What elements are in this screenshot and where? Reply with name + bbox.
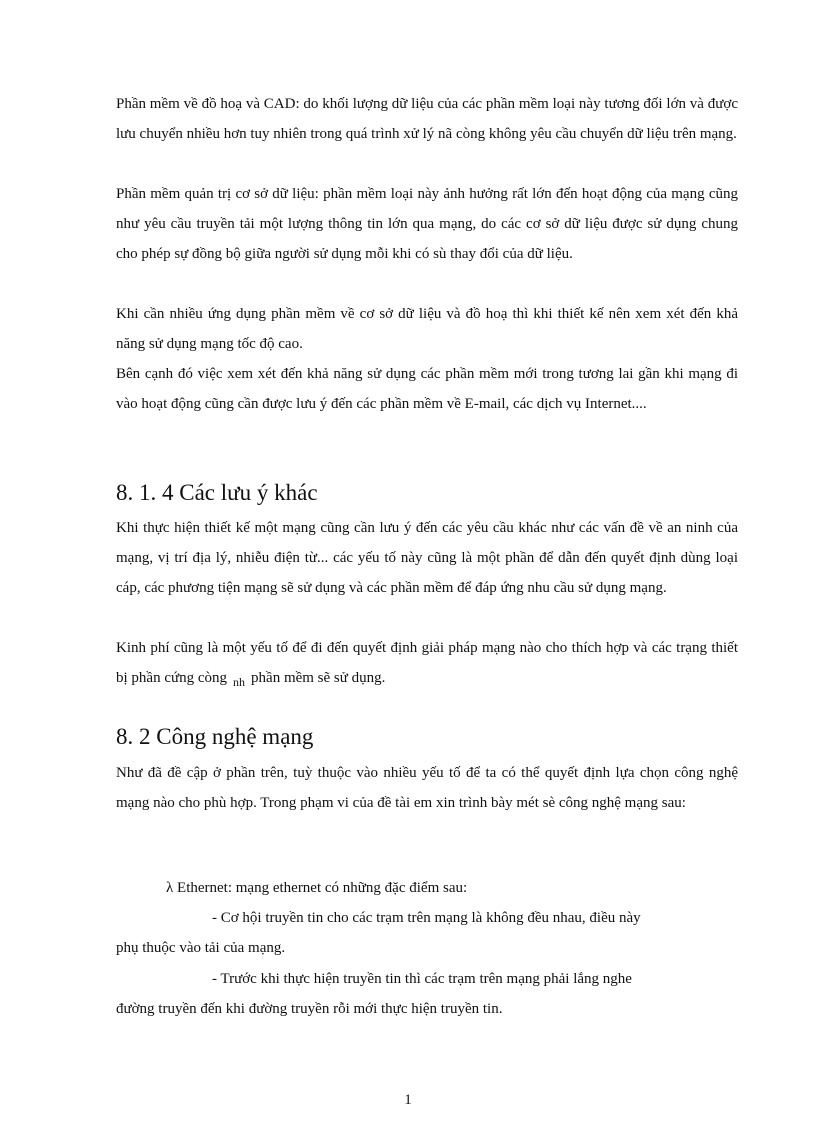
paragraph-database-software: Phần mềm quản trị cơ sở dữ liệu: phần mềm loại này ảnh hưởng rất lớn đến hoạt động của mạng cũng như yêu cầu truyền tải một lượng thông tin lớn qua mạng, do các cơ sở dữ liệu được sử dụng chung cho phép sự đồng bộ giữa người sử dụng mỗi khi có sù thay đổi của dữ liệu. <box>116 186 738 262</box>
paragraph-cad-software: Phần mềm về đồ hoạ và CAD: do khối lượng dữ liệu của các phần mềm loại này tương đối lớn và được lưu chuyển nhiều hơn tuy nhiên trong quá trình xử lý nã còng không yêu cầu chuyển dữ liệu trên mạng. <box>116 96 738 142</box>
budget-text-part1: Kinh phí cũng là một yếu tố để đi đến quyết định giải pháp mạng nào cho thích hợp và các trạng thiết bị phần cứng còng <box>116 640 738 686</box>
budget-text-part2: phần mềm sẽ sử dụng. <box>251 670 386 686</box>
page-number: 1 <box>404 1092 412 1108</box>
bullet-ethernet <box>166 873 738 903</box>
paragraph-budget <box>116 633 738 697</box>
ethernet-feature-2-lead: - Trước khi thực hiện truyền tin thì các trạm trên mạng phải lắng nghe <box>212 971 632 987</box>
section-heading-8-1-4: 8. 1. 4 Các lưu ý khác <box>116 480 318 505</box>
bullet-symbol: λ <box>166 880 174 896</box>
subscript-fragment: nh <box>233 675 246 689</box>
ethernet-feature-2 <box>116 964 738 1024</box>
paragraph-high-speed-network: Khi cần nhiều ứng dụng phần mềm về cơ sở dữ liệu và đồ hoạ thì khi thiết kế nên xem xét đến khả năng sử dụng mạng tốc độ cao. <box>116 306 738 352</box>
paragraph-other-requirements: Khi thực hiện thiết kế một mạng cũng cần lưu ý đến các yêu cầu khác như các vấn đề về an ninh của mạng, vị trí địa lý, nhiễu điện từ... các yếu tố này cũng là một phần để dẫn đến quyết định dùng loại cáp, các phương tiện mạng sẽ sử dụng và các phần mềm để đáp ứng nhu cầu sử dụng mạng. <box>116 520 738 596</box>
bullet-ethernet-text: Ethernet: mạng ethernet có những đặc điểm sau: <box>177 880 468 896</box>
ethernet-feature-1 <box>116 903 738 963</box>
ethernet-feature-1-rest: phụ thuộc vào tải của mạng. <box>116 940 286 956</box>
paragraph-new-software: Bên cạnh đó việc xem xét đến khả năng sử dụng các phần mềm mới trong tương lai gần khi mạng đi vào hoạt động cũng cần được lưu ý đến các phần mềm về E-mail, các dịch vụ Internet.... <box>116 366 738 412</box>
ethernet-feature-1-lead: - Cơ hội truyền tin cho các trạm trên mạng là không đều nhau, điều này <box>212 910 641 926</box>
section-heading-8-2: 8. 2 Công nghệ mạng <box>116 724 314 749</box>
ethernet-feature-2-rest: đường truyền đến khi đường truyền rỗi mới thực hiện truyền tin. <box>116 1001 503 1017</box>
paragraph-network-technology-intro: Như đã đề cập ở phần trên, tuỳ thuộc vào nhiều yếu tố để ta có thể quyết định lựa chọn công nghệ mạng nào cho phù hợp. Trong phạm vi của đề tài em xin trình bày mét sè công nghệ mạng sau: <box>116 765 738 811</box>
